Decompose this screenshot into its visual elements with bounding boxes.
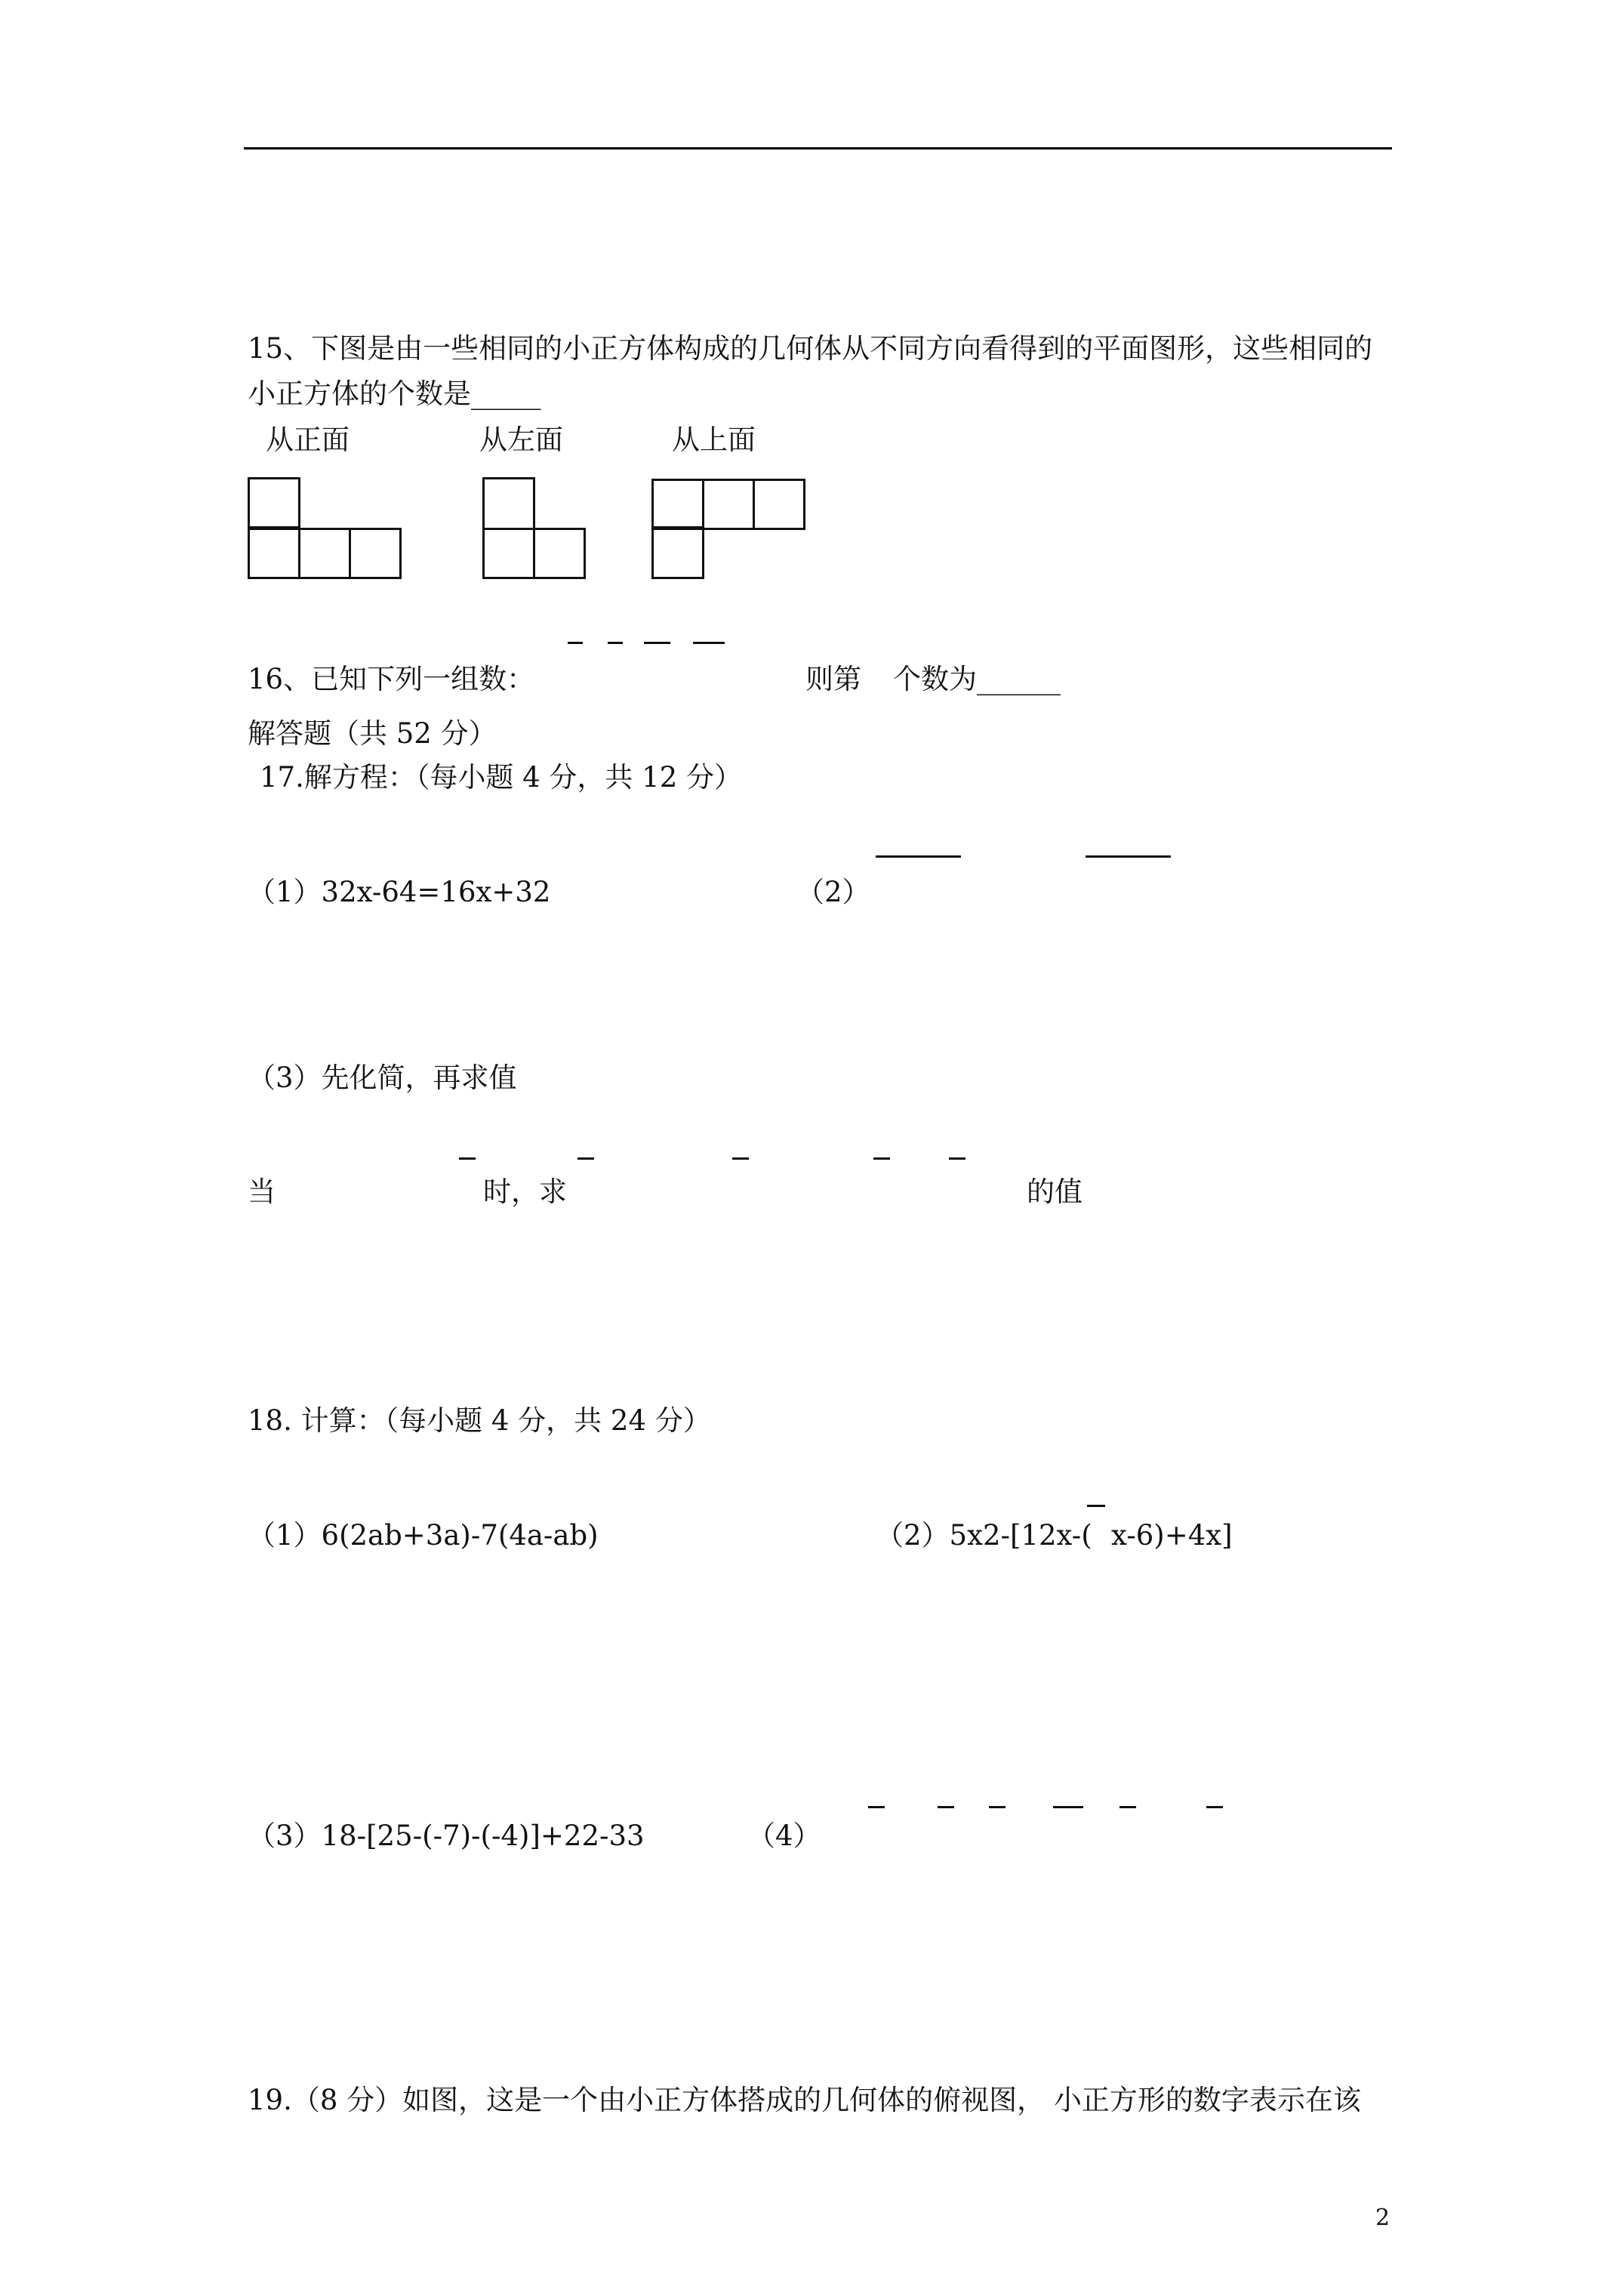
q16-suffix-b: 个数为______ xyxy=(893,663,1061,695)
fraction-bar xyxy=(1053,1806,1083,1808)
front-view-cell xyxy=(298,528,351,579)
fraction-bar xyxy=(608,642,623,644)
fraction-bar xyxy=(568,642,583,644)
q16-suffix-a: 则第 xyxy=(805,663,861,695)
fraction-bar xyxy=(693,642,725,644)
q17-part1: （1）32x-64=16x+32 xyxy=(248,876,551,908)
q16-prefix: 16、已知下列一组数： xyxy=(248,663,535,695)
left-view-cell xyxy=(482,528,535,579)
header-rule xyxy=(244,147,1392,149)
fraction-bar xyxy=(989,1806,1006,1808)
fraction-bar xyxy=(873,1157,890,1160)
fraction-bar xyxy=(1119,1806,1136,1808)
fraction-bar xyxy=(876,855,961,858)
q18-title: 18. 计算：（每小题 4 分，共 24 分） xyxy=(248,1404,711,1437)
front-view-thick-edge xyxy=(248,526,300,530)
q18-part2-a: （2）5x2-[12x-( xyxy=(876,1519,1092,1552)
top-view-cell xyxy=(651,479,704,530)
fraction-bar xyxy=(1206,1806,1223,1808)
front-view-cell xyxy=(248,528,300,579)
q18-part2-b: x-6)+4x] xyxy=(1111,1519,1233,1552)
top-view-cell xyxy=(702,479,755,530)
fraction-bar xyxy=(868,1806,885,1808)
q18-part3: （3）18-[25-(-7)-(-4)]+22-33 xyxy=(248,1820,645,1852)
fraction-bar xyxy=(1086,855,1171,858)
left-view-cell xyxy=(533,528,586,579)
fraction-bar xyxy=(459,1157,476,1160)
page-number: 2 xyxy=(1375,2205,1390,2231)
fraction-bar xyxy=(577,1157,594,1160)
view-label-front: 从正面 xyxy=(266,424,350,456)
q17-part3-end: 的值 xyxy=(1027,1176,1083,1208)
q18-part1: （1）6(2ab+3a)-7(4a-ab) xyxy=(248,1519,599,1552)
q17-part3-mid: 时，求 xyxy=(483,1176,567,1208)
fraction-bar xyxy=(938,1806,954,1808)
top-view-cell xyxy=(651,528,704,579)
q15-text-line2: 小正方体的个数是_____ xyxy=(248,378,541,410)
q18-part4: （4） xyxy=(747,1820,821,1852)
q17-part3: （3）先化简，再求值 xyxy=(248,1062,517,1094)
fraction-bar xyxy=(644,642,670,644)
front-view-cell xyxy=(248,477,300,530)
top-view-cell xyxy=(753,479,805,530)
top-view-thick-edge xyxy=(651,526,704,530)
fraction-bar xyxy=(1087,1505,1105,1507)
q17-title: 17.解方程：（每小题 4 分，共 12 分） xyxy=(260,761,743,794)
q15-text-line1: 15、下图是由一些相同的小正方体构成的几何体从不同方向看得到的平面图形，这些相同的 xyxy=(248,332,1373,365)
section-title: 解答题（共 52 分） xyxy=(248,717,497,750)
q19-text: 19.（8 分）如图，这是一个由小正方体搭成的几何体的俯视图， 小正方形的数字表示在该 xyxy=(248,2084,1361,2116)
view-label-top: 从上面 xyxy=(672,424,756,456)
front-view-cell xyxy=(349,528,402,579)
view-label-left: 从左面 xyxy=(479,424,563,456)
left-view-cell xyxy=(482,477,535,530)
fraction-bar xyxy=(949,1157,965,1160)
q17-part2: （2） xyxy=(796,876,870,908)
q17-part3-when: 当 xyxy=(248,1176,276,1208)
fraction-bar xyxy=(732,1157,749,1160)
